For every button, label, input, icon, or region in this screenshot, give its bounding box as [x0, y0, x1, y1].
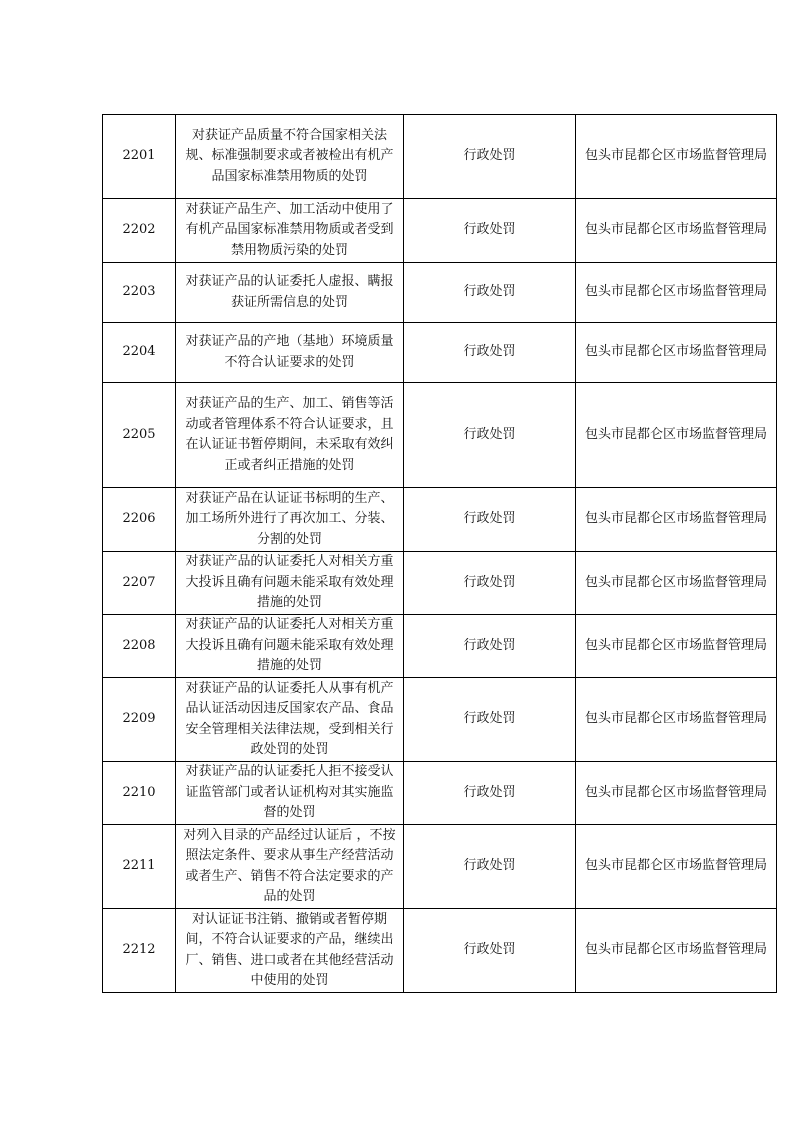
- item-agency: 包头市昆都仑区市场监督管理局: [576, 488, 777, 552]
- item-name: 对认证证书注销、撤销或者暂停期间，不符合认证要求的产品，继续出厂、销售、进口或者在其他经营活动中使用的处罚: [176, 909, 404, 993]
- item-number: 2208: [103, 615, 176, 678]
- item-type: 行政处罚: [404, 488, 576, 552]
- table-row: [103, 615, 777, 678]
- item-type: 行政处罚: [404, 323, 576, 383]
- table-row: [103, 488, 777, 552]
- table-row: [103, 199, 777, 263]
- item-agency: 包头市昆都仑区市场监督管理局: [576, 115, 777, 199]
- item-name: 对获证产品生产、加工活动中使用了有机产品国家标准禁用物质或者受到禁用物质污染的处罚: [176, 199, 404, 263]
- item-type: 行政处罚: [404, 115, 576, 199]
- item-name: 对获证产品的认证委托人从事有机产品认证活动因违反国家农产品、食品安全管理相关法律法规，受到相关行政处罚的处罚: [176, 678, 404, 762]
- item-number: 2204: [103, 323, 176, 383]
- table-row: [103, 762, 777, 825]
- table-row: [103, 263, 777, 323]
- item-type: 行政处罚: [404, 199, 576, 263]
- item-type: 行政处罚: [404, 615, 576, 678]
- table-row: [103, 552, 777, 615]
- item-name: 对获证产品的认证委托人虚报、瞒报获证所需信息的处罚: [176, 263, 404, 323]
- item-type: 行政处罚: [404, 909, 576, 993]
- item-type: 行政处罚: [404, 825, 576, 909]
- item-agency: 包头市昆都仑区市场监督管理局: [576, 909, 777, 993]
- table-row: [103, 383, 777, 488]
- item-number: 2212: [103, 909, 176, 993]
- item-number: 2210: [103, 762, 176, 825]
- item-name: 对获证产品在认证证书标明的生产、加工场所外进行了再次加工、分装、分割的处罚: [176, 488, 404, 552]
- item-agency: 包头市昆都仑区市场监督管理局: [576, 615, 777, 678]
- power-list-table: [102, 114, 777, 993]
- item-type: 行政处罚: [404, 762, 576, 825]
- item-type: 行政处罚: [404, 383, 576, 488]
- item-number: 2202: [103, 199, 176, 263]
- item-agency: 包头市昆都仑区市场监督管理局: [576, 383, 777, 488]
- table-row: [103, 825, 777, 909]
- item-type: 行政处罚: [404, 263, 576, 323]
- item-name: 对获证产品的生产、加工、销售等活动或者管理体系不符合认证要求，且在认证证书暂停期间，未采取有效纠正或者纠正措施的处罚: [176, 383, 404, 488]
- item-agency: 包头市昆都仑区市场监督管理局: [576, 825, 777, 909]
- item-name: 对获证产品的产地（基地）环境质量不符合认证要求的处罚: [176, 323, 404, 383]
- item-type: 行政处罚: [404, 678, 576, 762]
- item-name: 对获证产品的认证委托人拒不接受认证监管部门或者认证机构对其实施监督的处罚: [176, 762, 404, 825]
- table-row: [103, 678, 777, 762]
- item-number: 2207: [103, 552, 176, 615]
- item-agency: 包头市昆都仑区市场监督管理局: [576, 323, 777, 383]
- item-number: 2205: [103, 383, 176, 488]
- item-agency: 包头市昆都仑区市场监督管理局: [576, 199, 777, 263]
- item-name: 对获证产品质量不符合国家相关法规、标准强制要求或者被检出有机产品国家标准禁用物质的处罚: [176, 115, 404, 199]
- item-agency: 包头市昆都仑区市场监督管理局: [576, 552, 777, 615]
- item-type: 行政处罚: [404, 552, 576, 615]
- item-number: 2206: [103, 488, 176, 552]
- item-name: 对获证产品的认证委托人对相关方重大投诉且确有问题未能采取有效处理措施的处罚: [176, 615, 404, 678]
- item-name: 对获证产品的认证委托人对相关方重大投诉且确有问题未能采取有效处理措施的处罚: [176, 552, 404, 615]
- table-row: [103, 115, 777, 199]
- item-number: 2209: [103, 678, 176, 762]
- item-name: 对列入目录的产品经过认证后 ，不按照法定条件、要求从事生产经营活动或者生产、销售不符合法定要求的产品的处罚: [176, 825, 404, 909]
- item-number: 2211: [103, 825, 176, 909]
- item-agency: 包头市昆都仑区市场监督管理局: [576, 263, 777, 323]
- item-agency: 包头市昆都仑区市场监督管理局: [576, 762, 777, 825]
- table-row: [103, 323, 777, 383]
- item-number: 2201: [103, 115, 176, 199]
- item-number: 2203: [103, 263, 176, 323]
- table-row: [103, 909, 777, 993]
- item-agency: 包头市昆都仑区市场监督管理局: [576, 678, 777, 762]
